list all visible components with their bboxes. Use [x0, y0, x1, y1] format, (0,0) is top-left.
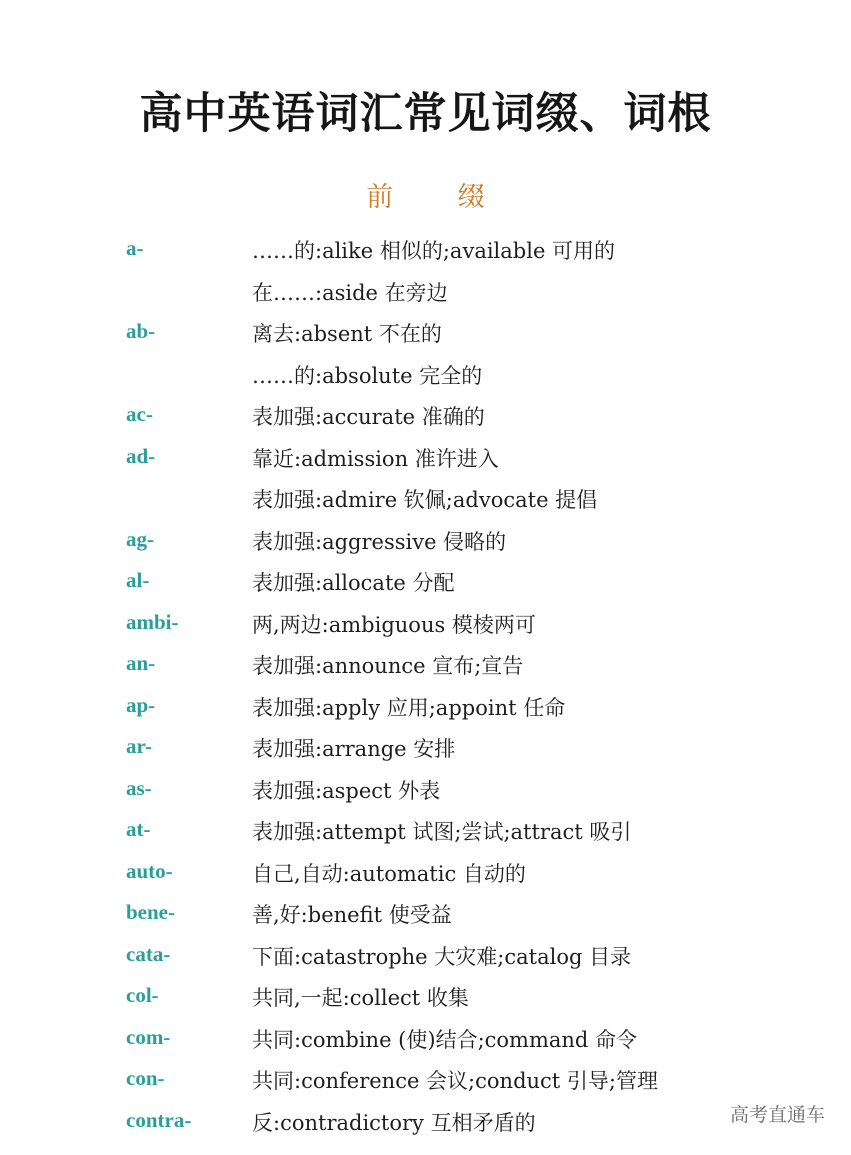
prefix-meaning: 表加强:attempt 试图;尝试;attract 吸引: [252, 820, 632, 844]
list-item: [0, 976, 851, 1018]
prefix-meaning: 在……:aside 在旁边: [252, 280, 448, 305]
list-item: [0, 437, 851, 479]
prefix-meaning: 反:contradictory 互相矛盾的: [252, 1110, 536, 1135]
prefix-term: ambi-: [126, 609, 179, 634]
list-item: [0, 1018, 851, 1060]
prefix-term: con-: [126, 1066, 165, 1090]
prefix-meaning: ……的:absolute 完全的: [252, 363, 483, 388]
prefix-term: com-: [126, 1024, 171, 1049]
prefix-term: as-: [126, 775, 152, 800]
prefix-term: contra-: [126, 1107, 192, 1132]
list-item: [0, 893, 851, 935]
list-item: [0, 935, 851, 977]
prefix-meaning: 自己,自动:automatic 自动的: [252, 861, 526, 886]
list-item: [0, 354, 851, 396]
list-item: [0, 810, 851, 852]
list-item: [0, 561, 851, 603]
prefix-meaning: 善,好:benefit 使受益: [252, 903, 452, 927]
prefix-term: ab-: [126, 319, 156, 343]
prefix-term: a-: [126, 236, 144, 260]
prefix-meaning: 表加强:apply 应用;appoint 任命: [252, 695, 566, 720]
list-item: [0, 478, 851, 520]
list-item: [0, 312, 851, 354]
prefix-term: ap-: [126, 692, 156, 717]
list-item: [0, 271, 851, 313]
prefix-meaning: 表加强:accurate 准确的: [252, 405, 485, 429]
prefix-list: [0, 229, 851, 1142]
prefix-meaning: 共同:conference 会议;conduct 引导;管理: [252, 1069, 658, 1093]
prefix-meaning: 表加强:arrange 安排: [252, 737, 456, 761]
page-title: 高中英语词汇常见词缀、词根: [139, 89, 712, 139]
prefix-term: ad-: [126, 443, 156, 468]
prefix-term: cata-: [126, 941, 171, 966]
prefix-meaning: 表加强:announce 宣布;宣告: [252, 654, 524, 678]
prefix-meaning: ……的:alike 相似的;available 可用的: [252, 239, 616, 263]
prefix-meaning: 离去:absent 不在的: [252, 322, 442, 346]
prefix-term: col-: [126, 983, 159, 1007]
list-item: [0, 520, 851, 562]
prefix-term: ar-: [126, 734, 153, 758]
prefix-meaning: 两,两边:ambiguous 模棱两可: [252, 612, 536, 637]
prefix-term: auto-: [126, 858, 173, 883]
prefix-term: bene-: [126, 900, 175, 924]
prefix-term: ac-: [126, 402, 153, 426]
prefix-meaning: 靠近:admission 准许进入: [252, 446, 499, 471]
list-item: [0, 395, 851, 437]
list-item: [0, 769, 851, 811]
prefix-meaning: 表加强:aspect 外表: [252, 778, 441, 803]
section-heading: 前 缀: [366, 182, 513, 213]
list-item: [0, 644, 851, 686]
prefix-meaning: 表加强:aggressive 侵略的: [252, 529, 507, 554]
list-item: [0, 229, 851, 271]
list-item: [0, 727, 851, 769]
prefix-term: al-: [126, 568, 150, 592]
prefix-meaning: 共同:combine (使)结合;command 命令: [252, 1027, 638, 1052]
prefix-meaning: 共同,一起:collect 收集: [252, 986, 469, 1010]
prefix-term: an-: [126, 651, 156, 675]
prefix-meaning: 下面:catastrophe 大灾难;catalog 目录: [252, 944, 632, 969]
list-item: [0, 603, 851, 645]
prefix-term: at-: [126, 817, 151, 841]
prefix-meaning: 表加强:allocate 分配: [252, 571, 455, 595]
watermark: 高考直通车: [729, 1104, 825, 1126]
list-item: [0, 852, 851, 894]
prefix-term: ag-: [126, 526, 154, 551]
prefix-meaning: 表加强:admire 钦佩;advocate 提倡: [252, 488, 598, 512]
list-item: [0, 1059, 851, 1101]
list-item: [0, 1101, 851, 1143]
list-item: [0, 686, 851, 728]
